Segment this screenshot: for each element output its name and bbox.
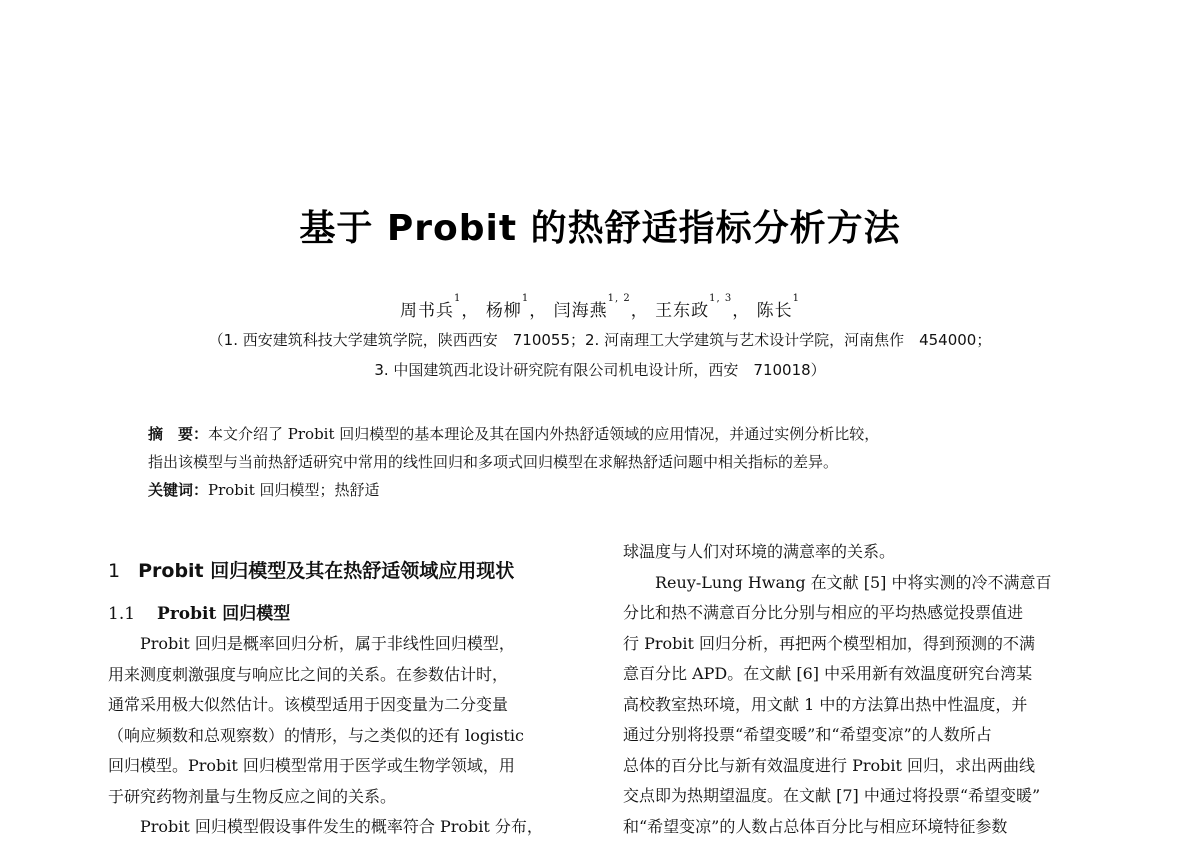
author-name: 陈长 [756,301,793,321]
text-line: 通常采用极大似然估计。该模型适用于因变量为二分变量 [108,695,509,714]
author-affiliation-mark: 1 [454,293,462,304]
text-line: 行 Probit 回归分析，再把两个模型相加，得到预测的不满 [623,633,1036,653]
text-line: 于研究药物剂量与生物反应之间的关系。 [108,786,397,806]
section-number: 1 [108,560,121,582]
keywords-text: Probit 回归模型；热舒适 [208,481,380,499]
text-line: 意百分比 APD。在文献 [6] 中采用新有效温度研究台湾某 [623,664,1033,683]
author-name: 杨柳 [485,301,522,321]
text-line: 高校教室热环境，用文献 1 中的方法算出热中性温度，并 [623,694,1028,714]
paragraph [623,537,1103,842]
abstract-line: 指出该模型与当前热舒适研究中常用的线性回归和多项式回归模型在求解热舒适问题中相关指标的差异。 [148,453,839,471]
section-title: Probit 回归模型及其在热舒适领域应用现状 [138,560,515,582]
right-column [623,537,1103,842]
text-line: （响应频数和总观察数）的情形，与之类似的还有 logistic [108,725,524,745]
paper-title: 基于 Probit 的热舒适指标分析方法 [299,208,901,249]
author-affiliation-mark: 1 [792,293,800,304]
text-line-cut: 和“希望变凉”的人数占总体百分比与相应环境特征参数 [623,816,1008,836]
subsection-number: 1.1 [108,604,136,624]
text-line: 用来测度刺激强度与响应比之间的关系。在参数估计时， [108,664,509,684]
paragraph [108,629,588,843]
section-heading [108,555,588,587]
author-name: 闫海燕 [553,301,608,321]
text-line: 总体的百分比与新有效温度进行 Probit 回归，求出两曲线 [623,755,1036,775]
text-line: 球温度与人们对环境的满意率的关系。 [623,542,896,561]
author-name: 周书兵 [400,301,455,321]
affiliation-line: （1. 西安建筑科技大学建筑学院，陕西西安 710055；2. 河南理工大学建筑与艺术设计学院，河南焦作 454000； [208,331,992,349]
author-affiliation-mark: 1, 2 [607,293,631,304]
text-line: Reuy-Lung Hwang 在文献 [5] 中将实测的冷不满意百 [655,572,1052,592]
affiliation-line: 3. 中国建筑西北设计研究院有限公司机电设计所，西安 710018） [374,361,826,379]
text-line: 交点即为热期望温度。在文献 [7] 中通过将投票“希望变暖” [623,786,1041,805]
abstract [148,420,1068,504]
keywords-label: 关键词： [148,481,209,499]
subsection-heading [108,599,588,629]
left-column [108,555,588,843]
subsection-title: Probit 回归模型 [157,604,291,624]
author-name: 王东政 [655,301,710,321]
text-line: 回归模型。Probit 回归模型常用于医学或生物学领域，用 [108,756,515,775]
text-line: Probit 回归是概率回归分析，属于非线性回归模型， [140,634,515,653]
text-line-cut: Probit 回归模型假设事件发生的概率符合 Probit 分布， [140,817,543,836]
author-list: 周书兵$^1$， 杨柳$^1$， 闫海燕$^{1, 2}$， 王东政$^{1, 3}$， 陈长$^1$ [400,293,800,321]
author-affiliation-mark: 1, 3 [709,293,733,304]
text-line: 通过分别将投票“希望变暖”和“希望变凉”的人数所占 [623,725,992,744]
text-line: 分比和热不满意百分比分别与相应的平均热感觉投票值进 [623,603,1024,622]
abstract-label: 摘 要： [148,425,209,443]
keywords [148,476,1068,504]
author-affiliation-mark: 1 [521,293,530,304]
abstract-text: 本文介绍了 Probit 回归模型的基本理论及其在国内外热舒适领域的应用情况，并通过实例分析比较， [208,425,880,443]
abstract-line [148,420,1068,448]
